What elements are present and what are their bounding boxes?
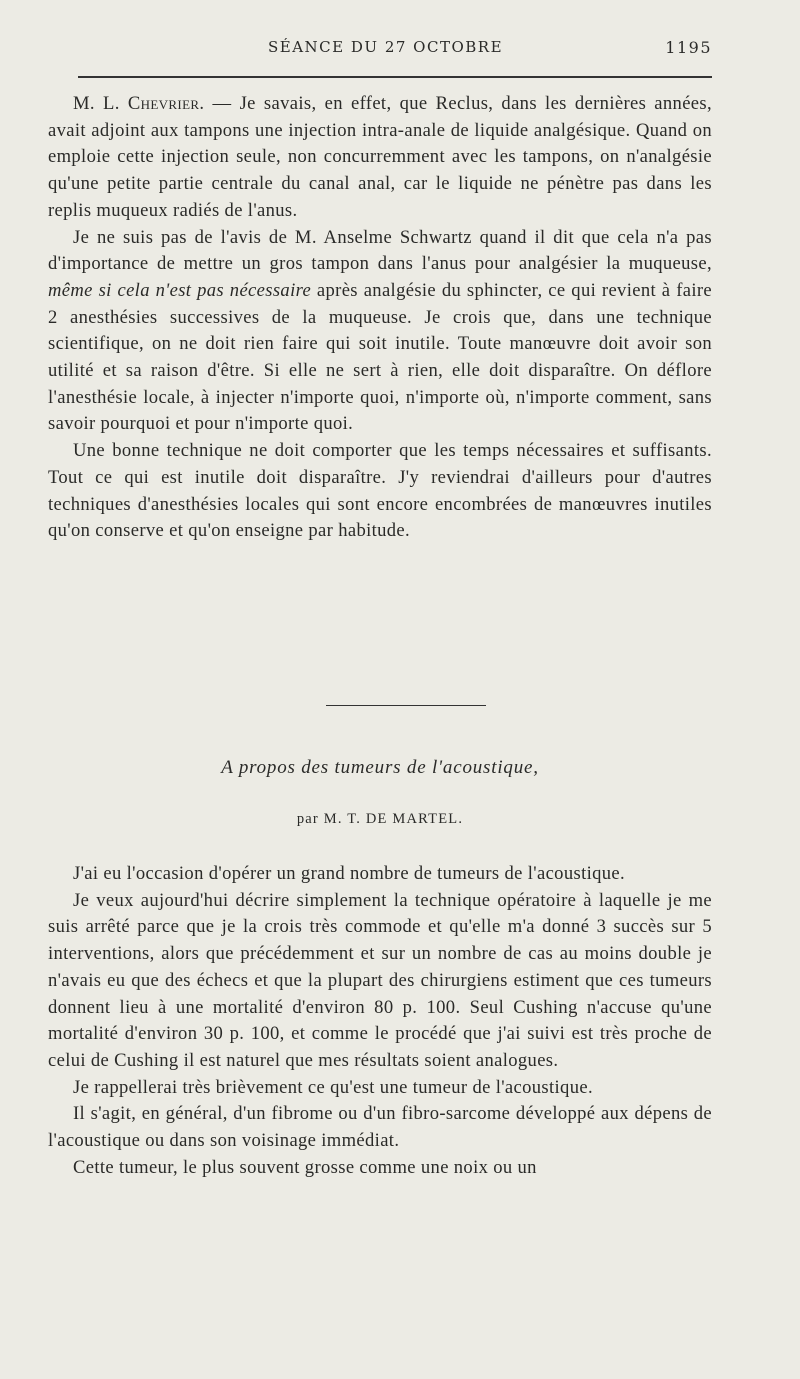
italic-phrase: même si cela n'est pas nécessaire [48, 279, 312, 301]
article-title: A propos des tumeurs de l'acoustique, [221, 757, 539, 778]
paragraph-text: après analgésie du sphincter, ce qui revient à faire 2 anesthésies successives de la muqueuse. Je crois que, dans une technique scientifique, on ne doit rien faire qui soit inutile. Toute manœuvre doit avoir son utilité et sa raison d'être. Si elle ne sert à rien, elle doit disparaître. On déflore l'anesthésie locale, à injecter n'importe quoi, n'importe où, n'importe comment, sans savoir pourquoi et pour n'importe quoi. [48, 279, 712, 435]
paragraph: Je veux aujourd'hui décrire simplement la technique opératoire à laquelle je me suis arrêté parce que je la crois très commode et qu'elle m'a donné 3 succès sur 5 interventions, alors que précédemment et sur un nombre de cas au moins double je n'avais eu que des échecs et que la plupart des chirurgiens estiment que ces tumeurs donnent lieu à une mortalité d'environ 80 p. 100. Seul Cushing n'accuse qu'une mortalité d'environ 30 p. 100, et comme le procédé que j'ai suivi est très proche de celui de Cushing il est naturel que mes résultats soient analogues. [48, 889, 712, 1071]
paragraph [48, 91, 712, 225]
article-author: par M. T. DE MARTEL. [296, 811, 464, 827]
paragraph: Il s'agit, en général, d'un fibrome ou d'un fibro-sarcome développé aux dépens de l'acoustique ou dans son voisinage immédiat. [48, 1103, 712, 1152]
paragraph-text: — Je savais, en effet, que Reclus, dans les dernières années, avait adjoint aux tampons une injection intra-anale de liquide analgésique. Quand on emploie cette injection seule, non concurremment avec les tampons, on n'analgésie qu'une petite partie centrale du canal anal, car le liquide ne pénètre pas dans les replis muqueux radiés de l'anus. [48, 93, 712, 221]
paragraph: Une bonne technique ne doit comporter que les temps nécessaires et suffisants. Tout ce qui est inutile doit disparaître. J'y reviendrai d'ailleurs pour d'autres techniques d'anesthésies locales qui sont encore encombrées de manœuvres inutiles qu'on conserve et qu'on enseigne par habitude. [48, 440, 712, 542]
paragraph-text: Je ne suis pas de l'avis de M. Anselme Schwartz quand il dit que cela n'a pas d'importance de mettre un gros tampon dans l'anus pour analgésier la muqueuse, [48, 226, 712, 275]
paragraph: Cette tumeur, le plus souvent grosse comme une noix ou un [73, 1156, 537, 1178]
page-number: 1195 [665, 38, 712, 57]
paragraph: Je rappellerai très brièvement ce qu'est une tumeur de l'acoustique. [73, 1076, 593, 1098]
discussion-text [48, 91, 712, 545]
header-rule [78, 76, 712, 78]
paragraph [48, 225, 712, 439]
running-header [48, 38, 712, 62]
article-text [48, 861, 712, 1181]
running-header-title: SÉANCE DU 27 OCTOBRE [268, 38, 504, 56]
paragraph: J'ai eu l'occasion d'opérer un grand nombre de tumeurs de l'acoustique. [73, 863, 625, 884]
speaker-name: M. L. Chevrier. [73, 93, 205, 114]
document-page [48, 0, 712, 1379]
section-divider [326, 705, 486, 706]
